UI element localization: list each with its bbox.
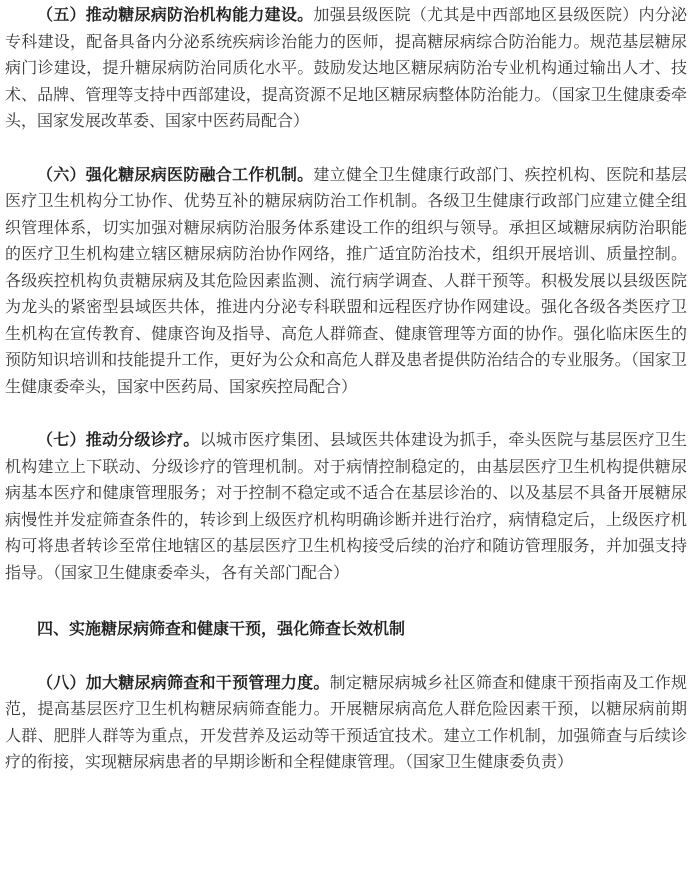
section-7-body: 以城市医疗集团、县域医共体建设为抓手，牵头医院与基层医疗卫生机构建立上下联动、分级诊疗的管理机制。对于病情控制稳定的，由基层医疗卫生机构提供糖尿病基本医疗和健康管理服务；对于控制不稳定或不适合在基层诊治的、以及基层不具备开展糖尿病慢性并发症筛查条件的，转诊到上级医疗机构明确诊断并进行治疗，病情稳定后，上级医疗机构可将患者转诊至常住地辖区的基层医疗卫生机构接受后续的治疗和随访管理服务，并加强支持指导。 [5,430,687,582]
section-6-responsible: （国家卫生健康委牵头，国家中医药局、国家疾控局配合） [5,350,687,396]
paragraph-section-7 [5,427,687,586]
section-8-body: 制定糖尿病城乡社区筛查和健康干预指南及工作规范，提高基层医疗卫生机构糖尿病筛查能力。开展糖尿病高危人群危险因素干预，以糖尿病前期人群、肥胖人群等为重点，开发营养及运动等干预适宜技术。建立工作机制，加强筛查与后续诊疗的衔接，实现糖尿病患者的早期诊断和全程健康管理。 [5,672,687,771]
section-6-body: 建立健全卫生健康行政部门、疾控机构、医院和基层医疗卫生机构分工协作、优势互补的糖尿病防治工作机制。各级卫生健康行政部门应建立健全组织管理体系，切实加强对糖尿病防治服务体系建设工作的组织与领导。承担区域糖尿病防治职能的医疗卫生机构建立辖区糖尿病防治协作网络，推广适宜防治技术，组织开展培训、质量控制。各级疾控机构负责糖尿病及其危险因素监测、流行病学调查、人群干预等。积极发展以县级医院为龙头的紧密型县域医共体，推进内分泌专科联盟和远程医疗协作网建设。强化各级各类医疗卫生机构在宣传教育、健康咨询及指导、高危人群筛查、健康管理等方面的协作。强化临床医生的预防知识培训和技能提升工作，更好为公众和高危人群及患者提供防治结合的专业服务。 [5,164,687,369]
section-7-responsible: （国家卫生健康委牵头，各有关部门配合） [53,562,350,582]
section-5-responsible: （国家卫生健康委牵头，国家发展改革委、国家中医药局配合） [5,84,687,130]
section-8-responsible: （国家卫生健康委负责） [405,752,574,771]
section-5-body: 加强县级医院（尤其是中西部地区县级医院）内分泌专科建设，配备具备内分泌系统疾病诊治能力的医师，提高糖尿病综合防治能力。规范基层糖尿病门诊建设，提升糖尿病防治同质化水平。鼓励发达地区糖尿病防治专业机构通过输出人才、技术、品牌、管理等支持中西部建设，提高资源不足地区糖尿病整体防治能力。 [5,5,687,104]
section-heading-4: 四、实施糖尿病筛查和健康干预，强化筛查长效机制 [37,619,406,638]
paragraph-section-5 [5,2,687,135]
section-8-lead: （八）加大糖尿病筛查和干预管理力度。 [37,672,330,692]
section-5-lead: （五）推动糖尿病防治机构能力建设。 [37,5,314,24]
section-7-lead: （七）推动分级诊疗。 [37,430,200,449]
paragraph-section-8 [5,670,687,776]
paragraph-section-6 [5,162,687,401]
section-6-lead: （六）强化糖尿病医防融合工作机制。 [37,164,314,184]
